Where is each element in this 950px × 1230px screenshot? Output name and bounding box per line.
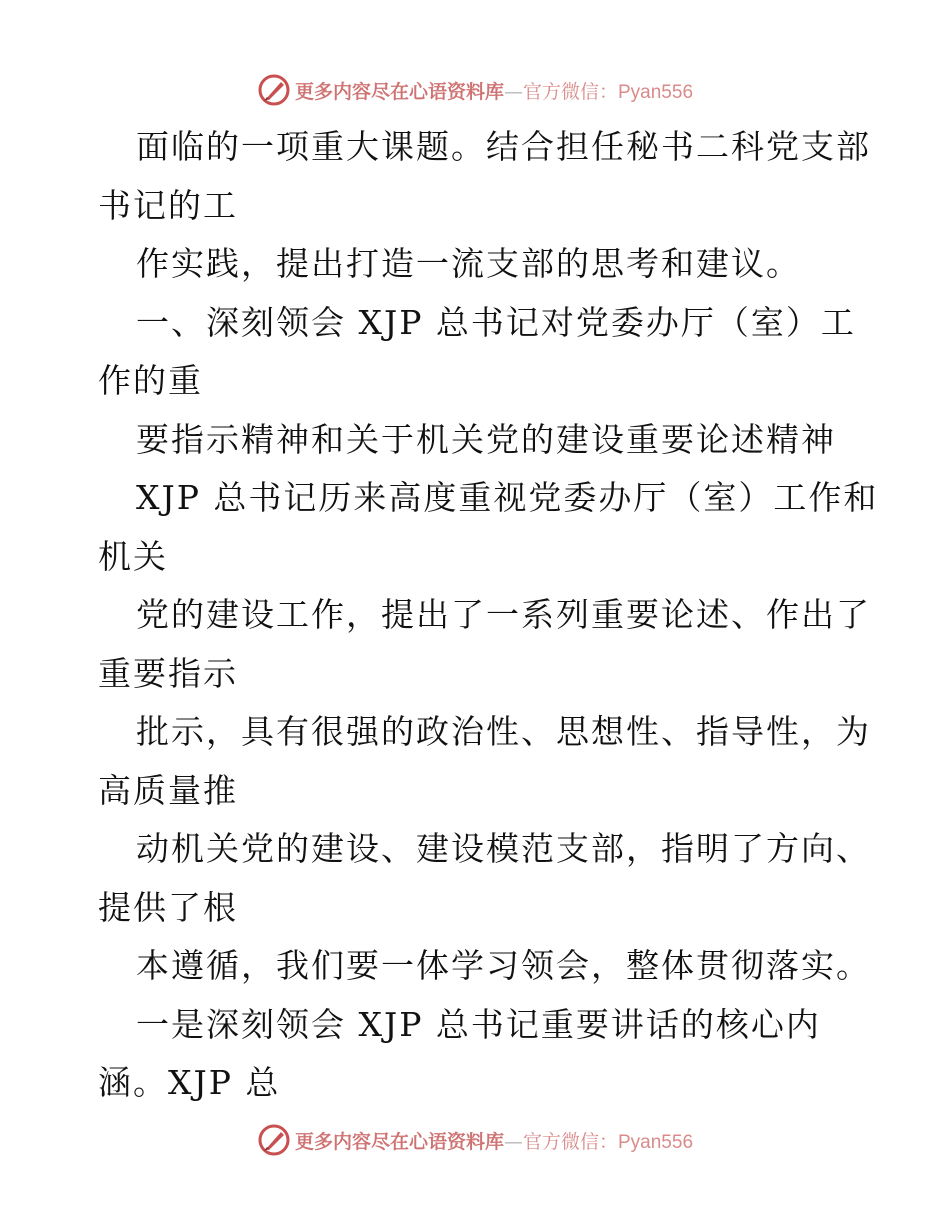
watermark-suffix: 官方微信： bbox=[522, 80, 618, 103]
watermark-brand: 更多内容尽在心语资料库 bbox=[294, 80, 504, 103]
quill-logo-icon bbox=[257, 73, 291, 107]
header-watermark bbox=[0, 70, 950, 110]
text-line: 重要指示 bbox=[98, 653, 238, 693]
quill-logo-icon bbox=[257, 1123, 291, 1157]
text-line: 提供了根 bbox=[98, 887, 238, 927]
text-line: 作实践，提出打造一流支部的思考和建议。 bbox=[136, 244, 801, 283]
text-line: 动机关党的建设、建设模范支部，指明了方向、 bbox=[136, 829, 871, 868]
text-line: 批示，具有很强的政治性、思想性、指导性，为 bbox=[136, 712, 871, 751]
text-line: 一、深刻领会 XJP 总书记对党委办厅（室）工 bbox=[136, 302, 856, 342]
watermark-wechat-id: Pyan556 bbox=[618, 1131, 694, 1153]
watermark-text bbox=[295, 1127, 693, 1154]
watermark-separator: — bbox=[503, 80, 523, 103]
watermark-separator: — bbox=[503, 1130, 523, 1153]
watermark-suffix: 官方微信： bbox=[522, 1130, 618, 1153]
text-line: 作的重 bbox=[98, 361, 203, 400]
watermark-wechat-id: Pyan556 bbox=[618, 81, 694, 103]
text-line: 本遵循，我们要一体学习领会，整体贯彻落实。 bbox=[136, 946, 871, 985]
text-line: 高质量推 bbox=[98, 770, 238, 810]
text-line: XJP 总书记历来高度重视党委办厅（室）工作和 bbox=[136, 478, 879, 517]
text-line: 党的建设工作，提出了一系列重要论述、作出了 bbox=[136, 595, 871, 634]
text-line: 面临的一项重大课题。结合担任秘书二科党支部 bbox=[136, 127, 871, 166]
text-line: 涵。XJP 总 bbox=[98, 1063, 281, 1102]
watermark-brand: 更多内容尽在心语资料库 bbox=[294, 1130, 504, 1153]
text-line: 书记的工 bbox=[98, 185, 238, 225]
text-line: 一是深刻领会 XJP 总书记重要讲话的核心内 bbox=[136, 1004, 821, 1044]
text-line: 机关 bbox=[98, 536, 168, 576]
text-line: 要指示精神和关于机关党的建设重要论述精神 bbox=[136, 419, 836, 459]
watermark-text bbox=[295, 77, 693, 104]
document-body bbox=[98, 118, 879, 1113]
footer-watermark bbox=[0, 1120, 950, 1160]
